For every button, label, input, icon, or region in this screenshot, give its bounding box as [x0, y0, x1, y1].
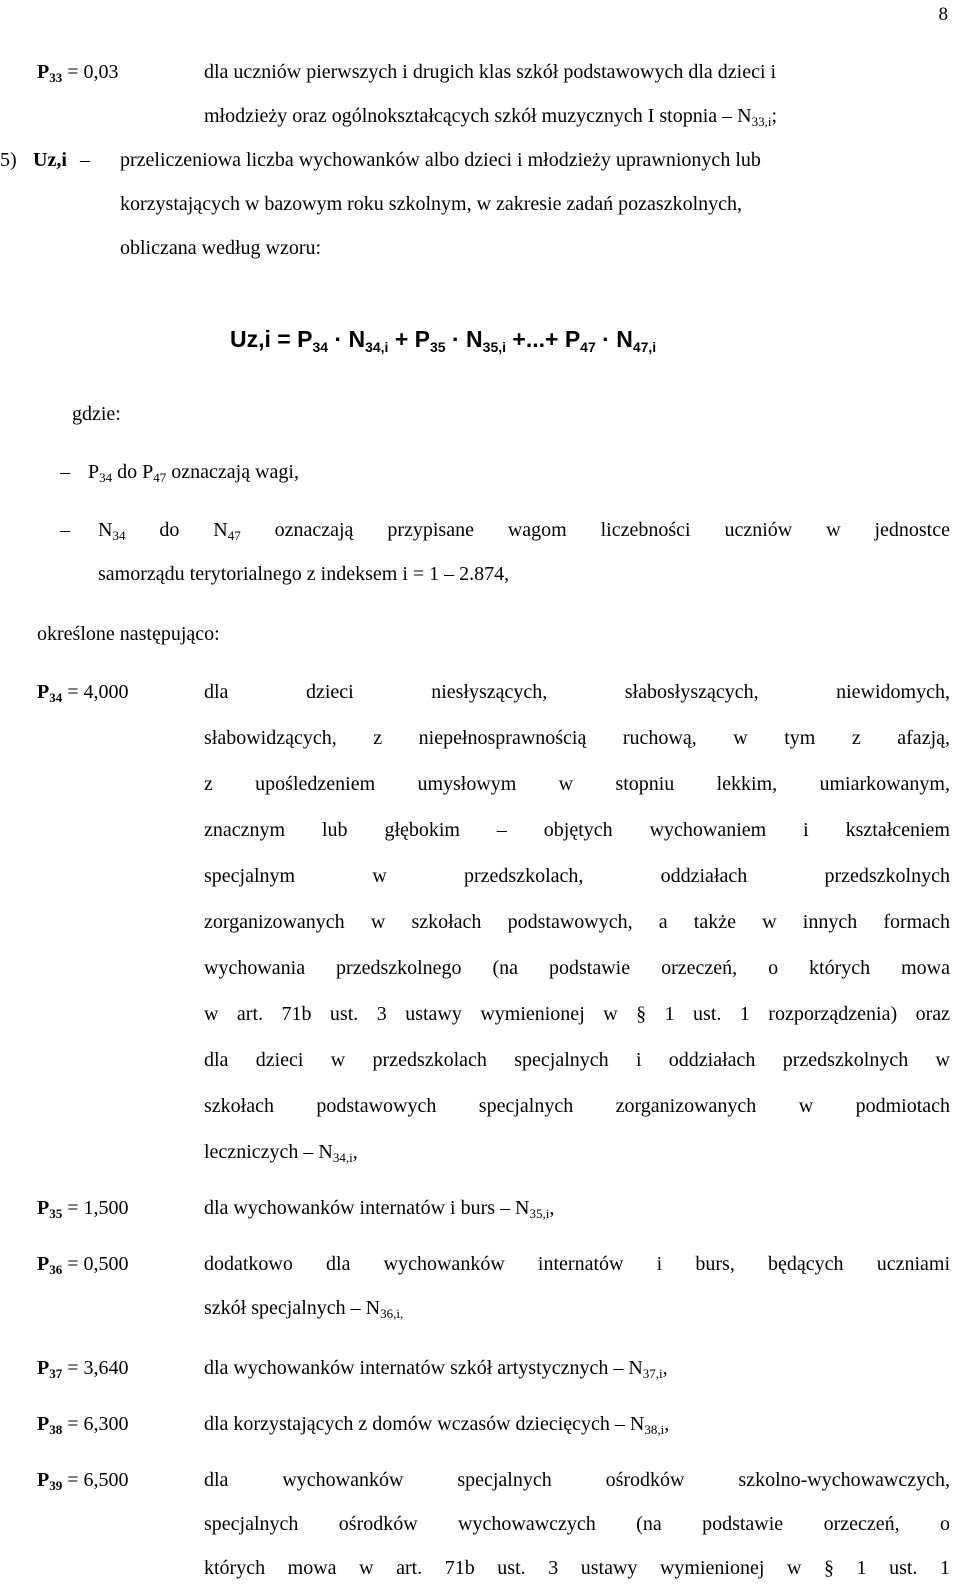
- where-label: gdzie:: [72, 403, 121, 425]
- weight-value: = 0,03: [62, 61, 119, 83]
- list-number: 5): [0, 149, 17, 171]
- desc-text: młodzieży oraz ogólnokształcących szkół muzycznych I stopnia – N: [204, 105, 752, 127]
- weight-p35-desc-line: dla wychowanków internatów i burs – $N_{35,i}$,: [204, 1197, 555, 1221]
- weight-p38-desc-line: dla korzystających z domów wczasów dziecięcych – $N_{38,i}$,: [204, 1413, 670, 1437]
- weight-p34-desc-line: szkołach podstawowych specjalnych zorganizowanych w podmiotach: [204, 1095, 950, 1117]
- weight-p34-desc-line: zorganizowanych w szkołach podstawowych, a także w innych formach: [204, 911, 950, 933]
- weight-p36-desc-line: dodatkowo dla wychowanków internatów i burs, będących uczniami: [204, 1253, 950, 1275]
- uz-desc-line: obliczana według wzoru:: [120, 237, 322, 259]
- weight-p33-label: [37, 50, 119, 94]
- defined-label: określone następująco:: [37, 623, 220, 645]
- uz-dash: –: [80, 149, 90, 171]
- weight-p39-desc-line: których mowa w art. 71b ust. 3 ustawy wymienionej w § 1 ust. 1: [204, 1557, 950, 1579]
- definition-line: $N_{34}$ do $N_{47}$ oznaczają przypisane wagom liczebności uczniów w jednostce: [98, 519, 950, 543]
- weight-p33-desc-line: dla uczniów pierwszych i drugich klas szkół podstawowych dla dzieci i: [204, 61, 777, 83]
- weight-p34-desc-line: dla dzieci niesłyszących, słabosłyszących, niewidomych,: [204, 681, 950, 703]
- uz-label: Uz,i: [33, 149, 67, 171]
- weight-p39-desc-line: dla wychowanków specjalnych ośrodków szkolno-wychowawczych,: [204, 1469, 950, 1491]
- weight-p37-label: $P_{37} = 3,640$: [37, 1357, 129, 1381]
- n-index: 33,i: [751, 114, 772, 129]
- weight-p34-desc-line: znacznym lub głębokim – objętych wychowaniem i kształceniem: [204, 819, 950, 841]
- weight-p34-desc-line: dla dzieci w przedszkolach specjalnych i oddziałach przedszkolnych w: [204, 1049, 950, 1071]
- weight-p33-desc-line: [204, 94, 777, 138]
- weight-p34-desc-line: w art. 71b ust. 3 ustawy wymienionej w § 1 ust. 1 rozporządzenia) oraz: [204, 1003, 950, 1025]
- weight-p36-label: $P_{36} = 0,500$: [37, 1253, 129, 1277]
- weight-p37-desc-line: dla wychowanków internatów szkół artystycznych – $N_{37,i}$,: [204, 1357, 668, 1381]
- weight-index: 33: [49, 70, 63, 85]
- weight-p34-desc-line: z upośledzeniem umysłowym w stopniu lekkim, umiarkowanym,: [204, 773, 950, 795]
- definition-dash: –: [60, 519, 70, 541]
- weight-p39-desc-line: specjalnych ośrodków wychowawczych (na podstawie orzeczeń, o: [204, 1513, 950, 1535]
- uz-desc-line: przeliczeniowa liczba wychowanków albo dzieci i młodzieży uprawnionych lub: [120, 149, 761, 171]
- definition-line: $P_{34}$ do $P_{47}$ oznaczają wagi,: [88, 461, 299, 485]
- page-number: 8: [938, 4, 948, 25]
- definition-line: samorządu terytorialnego z indeksem i = 1 – 2.874,: [98, 563, 510, 585]
- weight-symbol: P: [37, 61, 50, 83]
- weight-p34-desc-line: leczniczych – $N_{34,i}$,: [204, 1141, 358, 1165]
- weight-p35-label: $P_{35} = 1,500$: [37, 1197, 129, 1221]
- uz-desc-line: korzystających w bazowym roku szkolnym, w zakresie zadań pozaszkolnych,: [120, 193, 743, 215]
- definition-dash: –: [60, 461, 70, 483]
- weight-p34-desc-line: specjalnym w przedszkolach, oddziałach przedszkolnych: [204, 865, 950, 887]
- weight-p34-desc-line: słabowidzących, z niepełnosprawnością ruchową, w tym z afazją,: [204, 727, 950, 749]
- desc-end: ;: [771, 105, 778, 127]
- weight-p38-label: $P_{38} = 6,300$: [37, 1413, 129, 1437]
- formula: $Uz,i = P_{34} \cdot N_{34,i} + P_{35} \cdot N_{35,i}$ +...+ $P_{47} \cdot N_{47,i}$: [230, 326, 657, 355]
- weight-p34-label: $P_{34} = 4,000$: [37, 681, 129, 705]
- weight-p39-label: $P_{39} = 6,500$: [37, 1469, 129, 1493]
- weight-p36-desc-line: szkół specjalnych – $N_{36,i,}$: [204, 1297, 404, 1321]
- weight-p34-desc-line: wychowania przedszkolnego (na podstawie orzeczeń, o których mowa: [204, 957, 950, 979]
